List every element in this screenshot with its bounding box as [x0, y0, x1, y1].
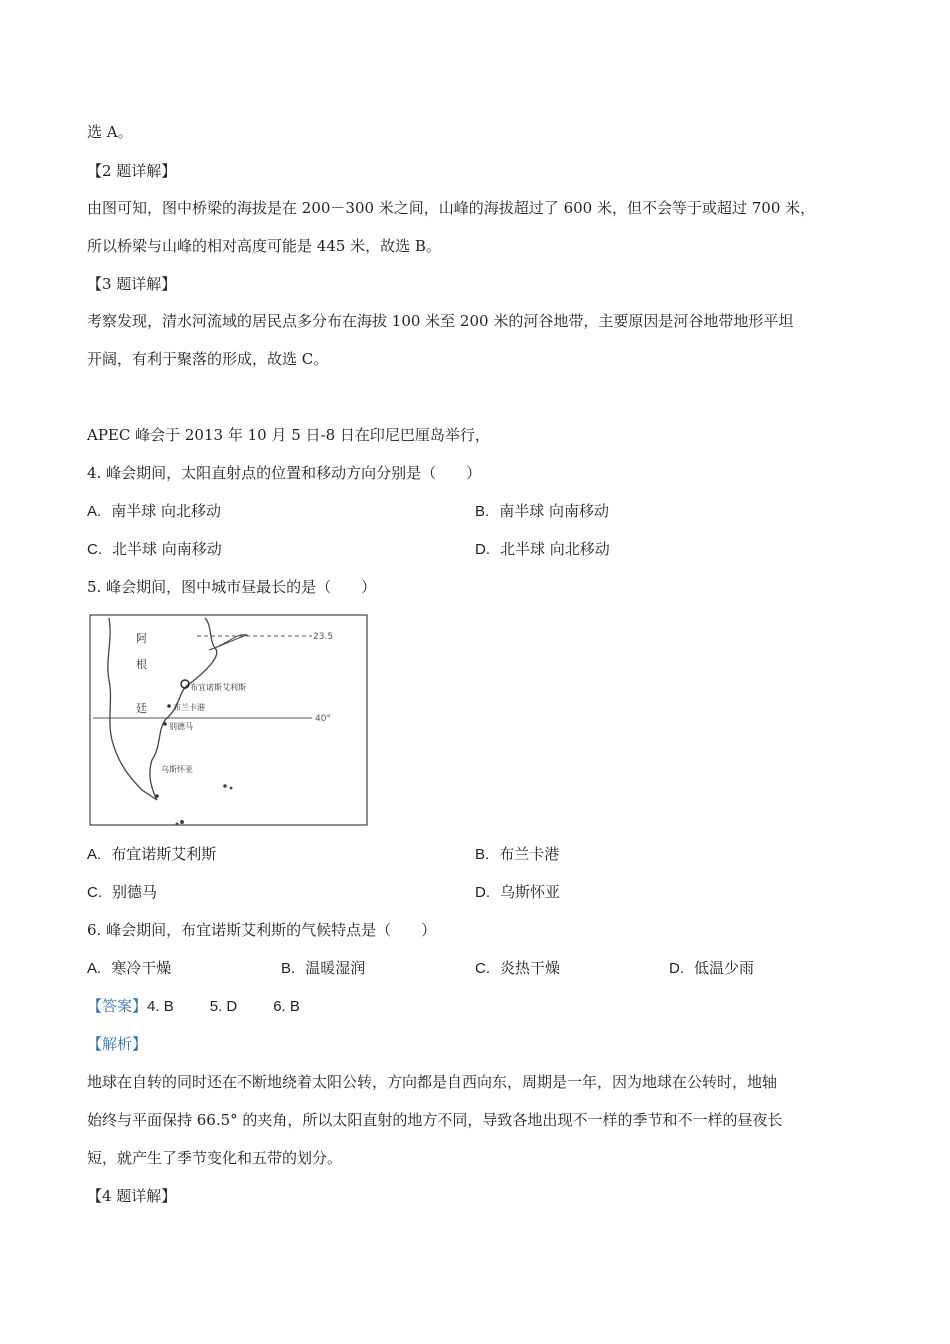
city-label: 布宜诺斯艾利斯 [190, 683, 246, 692]
text-line: 由图可知，图中桥梁的海拔是在 200－300 米之间，山峰的海拔超过了 600 米，但不会等于或超过 700 米， [87, 199, 816, 217]
q6-option-c: C. 炎热干燥 [475, 959, 561, 977]
q4-option-a: A. 南半球 向北移动 [87, 502, 221, 520]
answer-line: 【答案】4. B 5. D 6. B [87, 997, 300, 1015]
q5-option-d: D. 乌斯怀亚 [475, 883, 561, 901]
text-line: 所以桥梁与山峰的相对高度可能是 445 米，故选 B。 [87, 237, 441, 255]
latitude-label: 23.5 [313, 632, 334, 642]
section-heading: 【3 题详解】 [87, 275, 177, 293]
section-heading: 【4 题详解】 [87, 1187, 177, 1205]
text-line: 始终与平面保持 66.5° 的夹角，所以太阳直射的地方不同，导致各地出现不一样的季节和不一样的昼夜长 [87, 1111, 783, 1129]
city-label: 别德马 [169, 722, 193, 731]
city-label: 布兰卡港 [173, 703, 205, 712]
q5-option-a: A. 布宜诺斯艾利斯 [87, 845, 217, 863]
text-line: 考察发现，清水河流域的居民点多分布在海拔 100 米至 200 米的河谷地带，主要原因是河谷地带地形平坦 [87, 312, 794, 330]
analysis-label: 【解析】 [87, 1035, 148, 1053]
q6-option-b: B. 温暖湿润 [281, 959, 366, 977]
country-label: 廷 [136, 702, 147, 715]
text-line: 开阔，有利于聚落的形成，故选 C。 [87, 350, 329, 368]
q4-option-b: B. 南半球 向南移动 [475, 502, 609, 520]
q4-option-c: C. 北半球 向南移动 [87, 540, 222, 558]
q6-option-d: D. 低温少雨 [669, 959, 755, 977]
text-line: 地球在自转的同时还在不断地绕着太阳公转，方向都是自西向东，周期是一年，因为地球在公转时，地轴 [87, 1073, 778, 1091]
country-label: 根 [136, 658, 147, 671]
q6-option-a: A. 寒冷干燥 [87, 959, 172, 977]
argentina-map [87, 610, 377, 832]
q5-option-b: B. 布兰卡港 [475, 845, 560, 863]
question-5: 5. 峰会期间，图中城市昼最长的是（ ） [87, 578, 377, 596]
q5-option-c: C. 别德马 [87, 883, 158, 901]
question-intro: APEC 峰会于 2013 年 10 月 5 日-8 日在印尼巴厘岛举行， [87, 426, 490, 444]
latitude-label: 40° [315, 714, 331, 724]
city-label: 乌斯怀亚 [161, 765, 193, 774]
answer-label: 【答案】 [87, 997, 148, 1015]
section-heading: 【2 题详解】 [87, 162, 177, 180]
question-4: 4. 峰会期间，太阳直射点的位置和移动方向分别是（ ） [87, 464, 482, 482]
q4-option-d: D. 北半球 向北移动 [475, 540, 610, 558]
text-line: 短，就产生了季节变化和五带的划分。 [87, 1149, 343, 1167]
country-label: 阿 [136, 632, 147, 645]
question-6: 6. 峰会期间，布宜诺斯艾利斯的气候特点是（ ） [87, 921, 437, 939]
text-line: 选 A。 [87, 123, 133, 141]
